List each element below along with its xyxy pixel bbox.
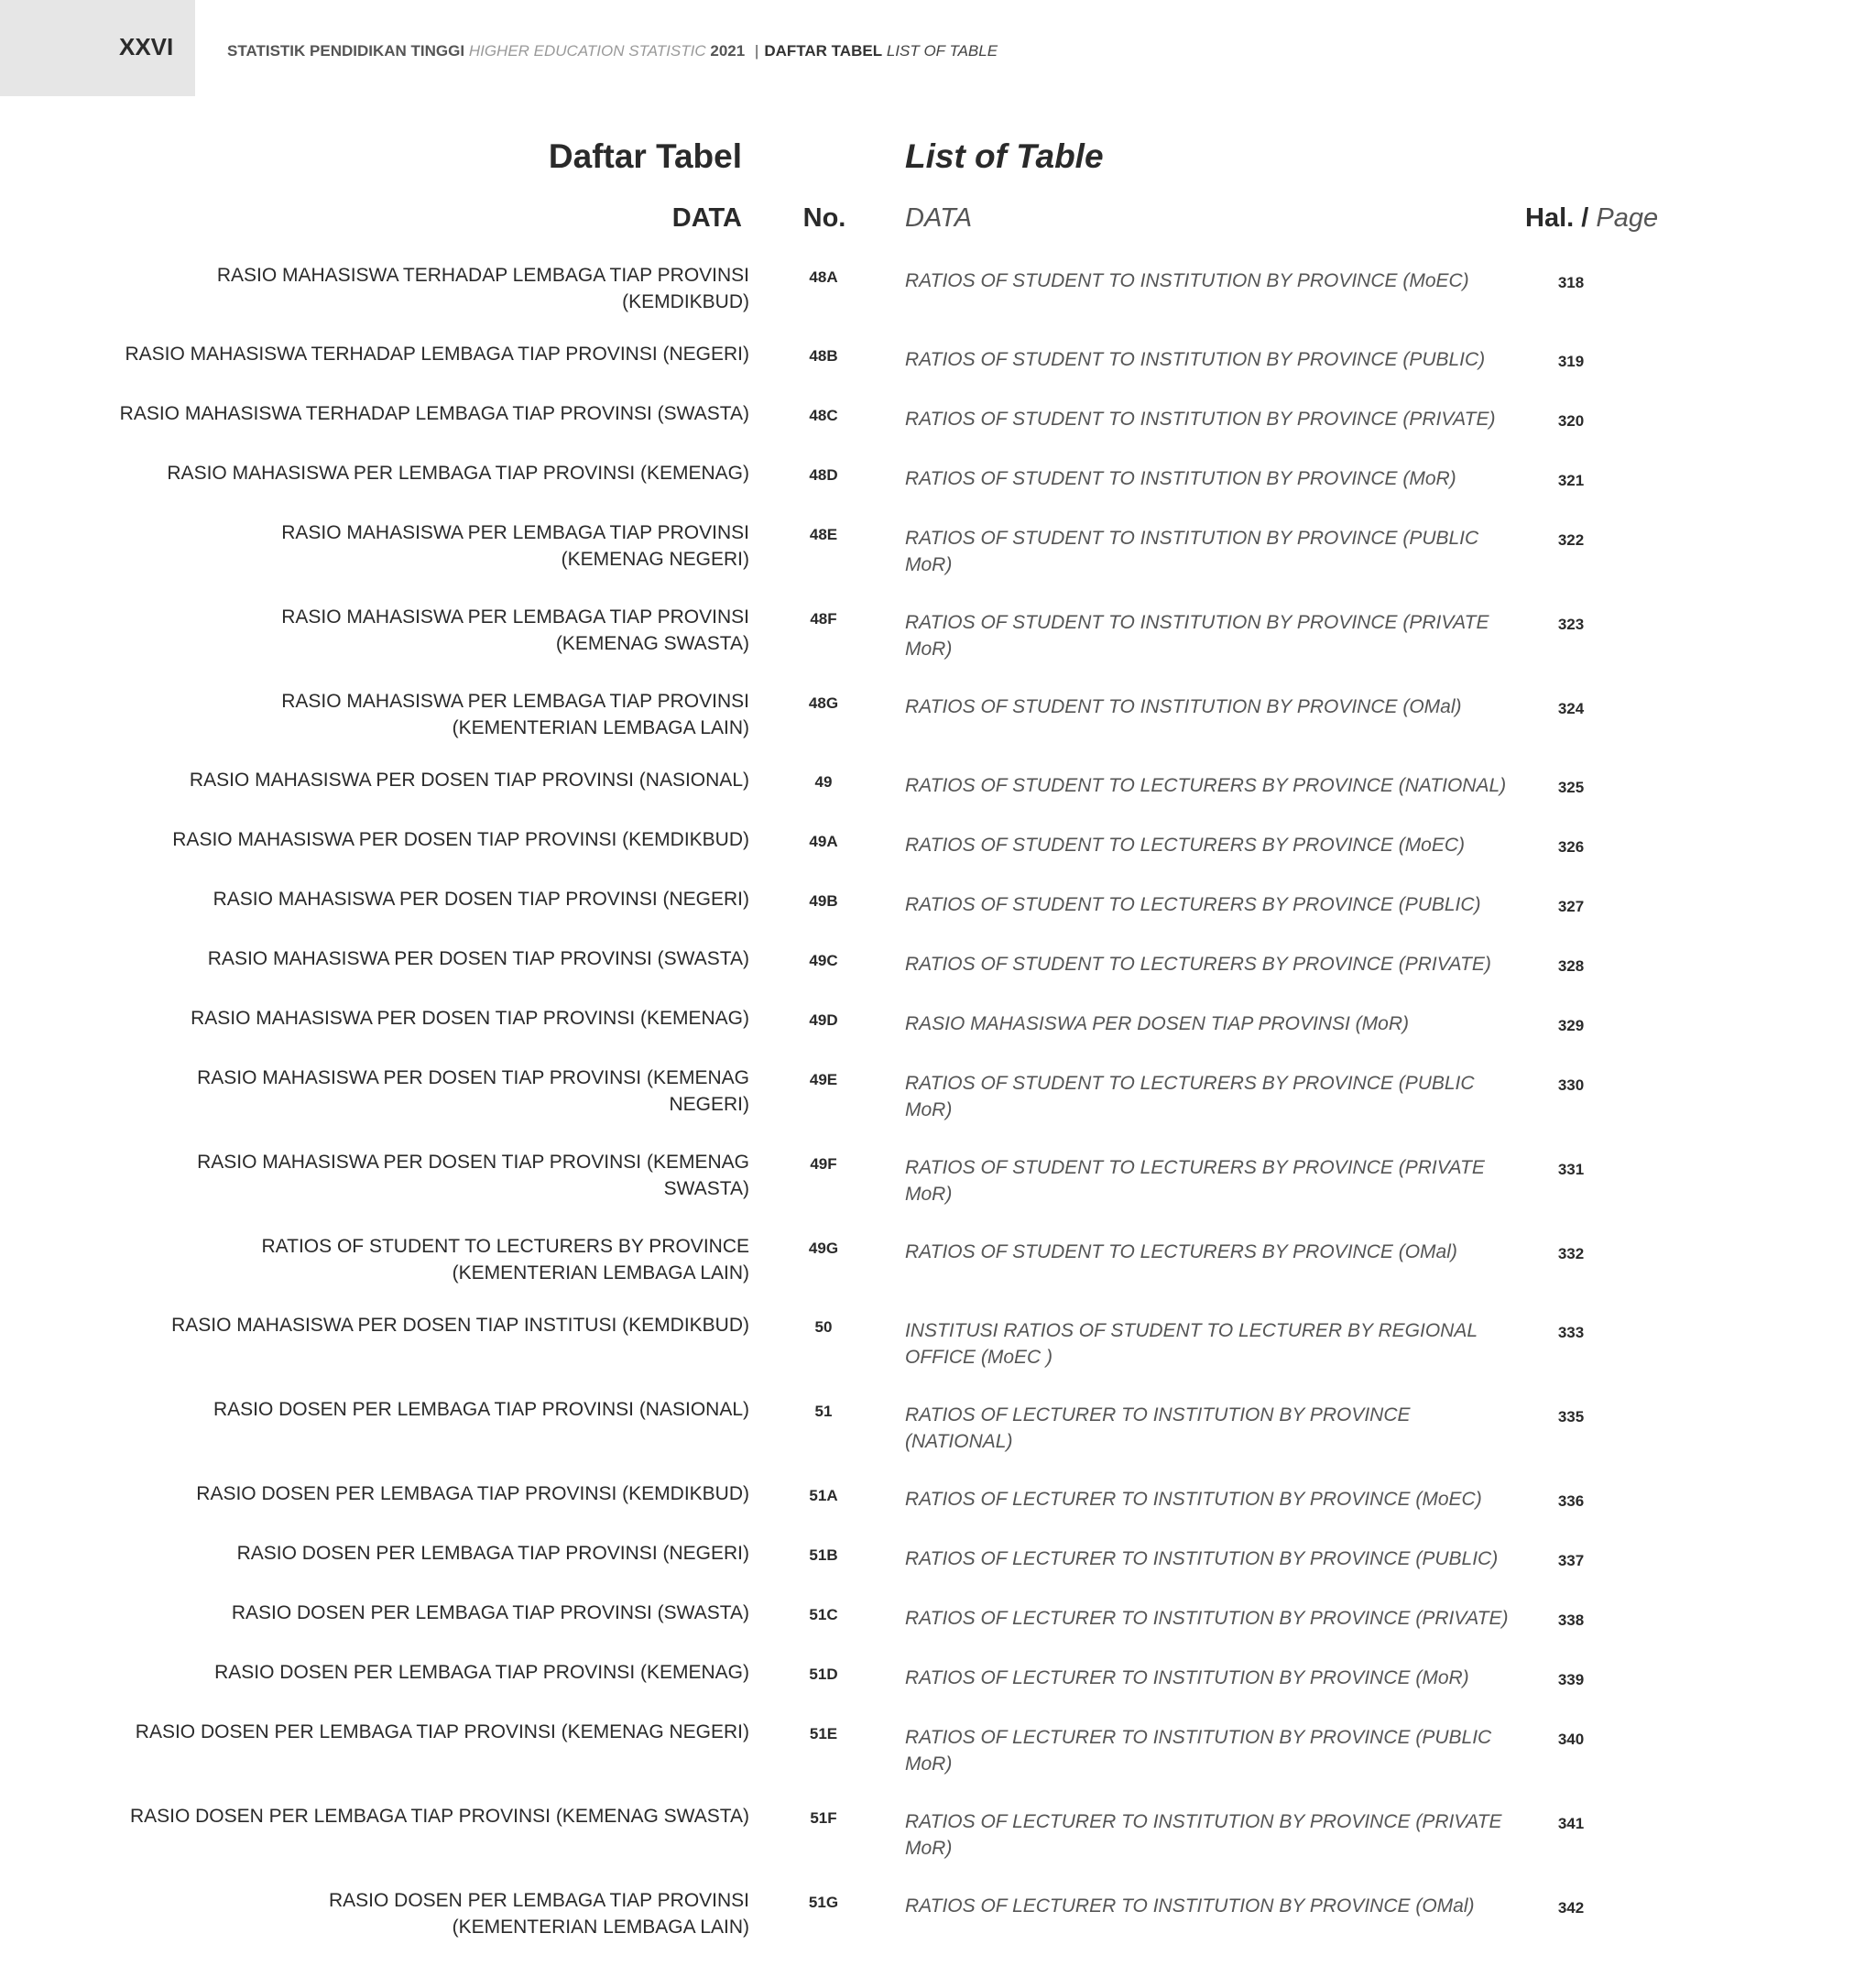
title-english: List of Table bbox=[905, 137, 1104, 175]
table-row bbox=[0, 767, 1876, 801]
table-row bbox=[0, 460, 1876, 494]
row-title-english: RATIOS OF LECTURER TO INSTITUTION BY PROVINCE (PUBLIC MoR) bbox=[905, 1727, 1492, 1775]
row-title-indonesian: RASIO DOSEN PER LEMBAGA TIAP PROVINSI (NASIONAL) bbox=[213, 1399, 749, 1420]
row-title-english: RATIOS OF STUDENT TO LECTURERS BY PROVINCE (PUBLIC) bbox=[905, 894, 1481, 915]
row-title-english: RATIOS OF LECTURER TO INSTITUTION BY PROVINCE (OMal) bbox=[905, 1895, 1475, 1917]
row-page-number: 324 bbox=[1557, 700, 1585, 717]
row-title-indonesian: RASIO MAHASISWA TERHADAP LEMBAGA TIAP PROVINSI (KEMDIKBUD) bbox=[216, 265, 749, 312]
row-title-indonesian: RASIO MAHASISWA PER DOSEN TIAP PROVINSI (KEMENAG) bbox=[191, 1008, 749, 1029]
row-page-number: 319 bbox=[1557, 353, 1585, 370]
row-title-indonesian: RASIO MAHASISWA PER DOSEN TIAP PROVINSI (NEGERI) bbox=[213, 889, 749, 910]
row-number: 51E bbox=[809, 1725, 838, 1742]
row-title-english: RATIOS OF STUDENT TO LECTURERS BY PROVINCE (PRIVATE) bbox=[905, 954, 1491, 975]
row-title-english: RATIOS OF STUDENT TO INSTITUTION BY PROVINCE (PRIVATE) bbox=[905, 409, 1496, 430]
row-page-number: 340 bbox=[1557, 1731, 1585, 1748]
row-page-number: 336 bbox=[1557, 1492, 1585, 1510]
title-indonesian: Daftar Tabel bbox=[548, 137, 742, 175]
row-page-number: 330 bbox=[1557, 1076, 1585, 1094]
row-number: 49D bbox=[809, 1011, 838, 1029]
row-page-number: 328 bbox=[1557, 957, 1585, 975]
table-row bbox=[0, 1887, 1876, 1940]
row-number: 49 bbox=[814, 773, 833, 791]
column-header-data-id: DATA bbox=[671, 203, 742, 233]
table-row bbox=[0, 688, 1876, 741]
row-number: 48B bbox=[809, 347, 838, 365]
table-row bbox=[0, 604, 1876, 662]
row-page-number: 326 bbox=[1557, 838, 1585, 856]
table-row bbox=[0, 1719, 1876, 1777]
row-number: 48C bbox=[809, 407, 838, 424]
column-header-data-en: DATA bbox=[905, 203, 973, 233]
row-number: 50 bbox=[814, 1318, 833, 1336]
table-row bbox=[0, 945, 1876, 979]
row-title-indonesian: RASIO MAHASISWA PER DOSEN TIAP PROVINSI (KEMENAG SWASTA) bbox=[197, 1152, 749, 1199]
page-number: XXVI bbox=[119, 33, 174, 60]
table-row bbox=[0, 886, 1876, 920]
row-title-english: RATIOS OF LECTURER TO INSTITUTION BY PROVINCE (PUBLIC) bbox=[905, 1548, 1499, 1569]
row-title-english: RATIOS OF STUDENT TO LECTURERS BY PROVINCE (OMal) bbox=[905, 1241, 1457, 1262]
row-number: 51 bbox=[814, 1403, 833, 1420]
column-header-no: No. bbox=[802, 203, 846, 233]
table-row bbox=[0, 1065, 1876, 1123]
row-title-english: RATIOS OF LECTURER TO INSTITUTION BY PROVINCE (PRIVATE MoR) bbox=[905, 1811, 1502, 1859]
row-number: 48E bbox=[809, 526, 838, 543]
row-title-english: RATIOS OF LECTURER TO INSTITUTION BY PROVINCE (MoEC) bbox=[905, 1489, 1482, 1510]
running-header-section-id: DAFTAR TABEL bbox=[764, 42, 883, 60]
row-title-indonesian: RASIO MAHASISWA PER DOSEN TIAP PROVINSI (KEMDIKBUD) bbox=[172, 829, 749, 850]
row-title-english: RATIOS OF LECTURER TO INSTITUTION BY PROVINCE (MoR) bbox=[905, 1667, 1469, 1688]
column-header-page-italic: Page bbox=[1596, 203, 1659, 233]
row-page-number: 338 bbox=[1557, 1611, 1585, 1629]
row-page-number: 318 bbox=[1557, 274, 1585, 291]
table-row bbox=[0, 1149, 1876, 1207]
row-title-indonesian: RASIO MAHASISWA PER DOSEN TIAP PROVINSI (SWASTA) bbox=[207, 948, 749, 969]
row-title-english: RASIO MAHASISWA PER DOSEN TIAP PROVINSI (MoR) bbox=[905, 1013, 1409, 1034]
row-number: 49A bbox=[809, 833, 838, 850]
row-number: 49F bbox=[810, 1155, 837, 1173]
table-row bbox=[0, 341, 1876, 375]
row-title-english: RATIOS OF STUDENT TO LECTURERS BY PROVINCE (NATIONAL) bbox=[905, 775, 1507, 796]
row-title-english: RATIOS OF STUDENT TO INSTITUTION BY PROVINCE (PRIVATE MoR) bbox=[905, 612, 1489, 660]
row-title-english: RATIOS OF STUDENT TO LECTURERS BY PROVINCE (MoEC) bbox=[905, 835, 1466, 856]
row-number: 51D bbox=[809, 1666, 838, 1683]
row-page-number: 329 bbox=[1557, 1017, 1585, 1034]
row-title-indonesian: RASIO MAHASISWA PER LEMBAGA TIAP PROVINSI (KEMENAG) bbox=[167, 463, 749, 484]
row-title-indonesian: RASIO DOSEN PER LEMBAGA TIAP PROVINSI (KEMDIKBUD) bbox=[196, 1483, 749, 1504]
running-header-year: 2021 bbox=[710, 42, 746, 60]
row-number: 49B bbox=[809, 892, 838, 910]
row-page-number: 331 bbox=[1557, 1161, 1585, 1178]
row-page-number: 325 bbox=[1557, 779, 1585, 796]
row-page-number: 333 bbox=[1557, 1324, 1585, 1341]
row-title-indonesian: RASIO MAHASISWA PER LEMBAGA TIAP PROVINSI (KEMENTERIAN LEMBAGA LAIN) bbox=[281, 691, 749, 738]
row-title-indonesian: RASIO MAHASISWA PER DOSEN TIAP PROVINSI (NASIONAL) bbox=[189, 770, 749, 791]
row-number: 51B bbox=[809, 1546, 838, 1564]
row-page-number: 341 bbox=[1557, 1815, 1585, 1832]
table-row bbox=[0, 1312, 1876, 1371]
row-page-number: 335 bbox=[1557, 1408, 1585, 1425]
row-page-number: 342 bbox=[1557, 1899, 1585, 1917]
table-row bbox=[0, 1233, 1876, 1286]
row-number: 48G bbox=[808, 694, 839, 712]
column-header-page bbox=[1525, 203, 1658, 234]
row-number: 48F bbox=[810, 610, 837, 628]
row-title-indonesian: RASIO DOSEN PER LEMBAGA TIAP PROVINSI (KEMENAG NEGERI) bbox=[135, 1721, 749, 1742]
row-page-number: 320 bbox=[1557, 412, 1585, 430]
running-header-separator: | bbox=[754, 42, 759, 60]
row-title-indonesian: RASIO MAHASISWA TERHADAP LEMBAGA TIAP PROVINSI (SWASTA) bbox=[119, 403, 749, 424]
table-row bbox=[0, 1803, 1876, 1862]
table-row bbox=[0, 1659, 1876, 1693]
row-title-indonesian: RASIO DOSEN PER LEMBAGA TIAP PROVINSI (SWASTA) bbox=[231, 1602, 749, 1623]
row-title-indonesian: RASIO MAHASISWA PER LEMBAGA TIAP PROVINSI (KEMENAG SWASTA) bbox=[281, 606, 749, 654]
row-title-english: RATIOS OF LECTURER TO INSTITUTION BY PROVINCE (NATIONAL) bbox=[905, 1404, 1411, 1452]
row-page-number: 337 bbox=[1557, 1552, 1585, 1569]
row-title-english: RATIOS OF LECTURER TO INSTITUTION BY PROVINCE (PRIVATE) bbox=[905, 1608, 1509, 1629]
row-title-indonesian: RASIO MAHASISWA TERHADAP LEMBAGA TIAP PROVINSI (NEGERI) bbox=[125, 344, 749, 365]
row-page-number: 332 bbox=[1557, 1245, 1585, 1262]
row-title-indonesian: RASIO MAHASISWA PER DOSEN TIAP PROVINSI (KEMENAG NEGERI) bbox=[197, 1067, 749, 1115]
table-row bbox=[0, 400, 1876, 434]
row-title-indonesian: RASIO MAHASISWA PER DOSEN TIAP INSTITUSI (KEMDIKBUD) bbox=[171, 1315, 749, 1336]
table-row bbox=[0, 1480, 1876, 1514]
row-page-number: 322 bbox=[1557, 531, 1585, 549]
row-title-english: RATIOS OF STUDENT TO INSTITUTION BY PROVINCE (OMal) bbox=[905, 696, 1462, 717]
row-page-number: 339 bbox=[1557, 1671, 1585, 1688]
row-number: 51A bbox=[809, 1487, 838, 1504]
row-number: 51F bbox=[810, 1809, 837, 1827]
row-number: 49C bbox=[809, 952, 838, 969]
running-header-title-en: HIGHER EDUCATION STATISTIC bbox=[468, 42, 706, 60]
table-of-contents-list bbox=[0, 262, 1876, 1966]
running-header bbox=[227, 42, 998, 60]
row-title-english: RATIOS OF STUDENT TO INSTITUTION BY PROVINCE (MoR) bbox=[905, 468, 1456, 489]
row-title-indonesian: RATIOS OF STUDENT TO LECTURERS BY PROVINCE (KEMENTERIAN LEMBAGA LAIN) bbox=[261, 1236, 749, 1283]
row-title-english: RATIOS OF STUDENT TO LECTURERS BY PROVINCE (PUBLIC MoR) bbox=[905, 1073, 1475, 1120]
row-title-indonesian: RASIO DOSEN PER LEMBAGA TIAP PROVINSI (KEMENAG) bbox=[214, 1662, 749, 1683]
row-number: 48A bbox=[809, 268, 838, 286]
row-title-english: RATIOS OF STUDENT TO LECTURERS BY PROVINCE (PRIVATE MoR) bbox=[905, 1157, 1485, 1205]
row-number: 51G bbox=[808, 1894, 839, 1911]
table-row bbox=[0, 1540, 1876, 1574]
running-header-title-id: STATISTIK PENDIDIKAN TINGGI bbox=[227, 42, 465, 60]
table-row bbox=[0, 1396, 1876, 1455]
column-header-page-bold: Hal. / bbox=[1525, 203, 1589, 233]
row-title-english: RATIOS OF STUDENT TO INSTITUTION BY PROVINCE (MoEC) bbox=[905, 270, 1469, 291]
running-header-section-en: LIST OF TABLE bbox=[886, 42, 998, 60]
row-page-number: 323 bbox=[1557, 616, 1585, 633]
row-page-number: 321 bbox=[1557, 472, 1585, 489]
row-title-indonesian: RASIO MAHASISWA PER LEMBAGA TIAP PROVINSI (KEMENAG NEGERI) bbox=[281, 522, 749, 570]
row-title-indonesian: RASIO DOSEN PER LEMBAGA TIAP PROVINSI (KEMENAG SWASTA) bbox=[129, 1806, 749, 1827]
table-row bbox=[0, 826, 1876, 860]
table-row bbox=[0, 1005, 1876, 1039]
row-number: 51C bbox=[809, 1606, 838, 1623]
row-title-indonesian: RASIO DOSEN PER LEMBAGA TIAP PROVINSI (KEMENTERIAN LEMBAGA LAIN) bbox=[328, 1890, 749, 1938]
row-page-number: 327 bbox=[1557, 898, 1585, 915]
table-row bbox=[0, 1600, 1876, 1633]
row-title-english: RATIOS OF STUDENT TO INSTITUTION BY PROVINCE (PUBLIC MoR) bbox=[905, 528, 1479, 575]
table-row bbox=[0, 262, 1876, 315]
row-title-english: INSTITUSI RATIOS OF STUDENT TO LECTURER BY REGIONAL OFFICE (MoEC ) bbox=[905, 1320, 1478, 1368]
row-title-english: RATIOS OF STUDENT TO INSTITUTION BY PROVINCE (PUBLIC) bbox=[905, 349, 1486, 370]
table-row bbox=[0, 519, 1876, 578]
row-title-indonesian: RASIO DOSEN PER LEMBAGA TIAP PROVINSI (NEGERI) bbox=[236, 1543, 749, 1564]
row-number: 49G bbox=[808, 1240, 839, 1257]
row-number: 49E bbox=[809, 1071, 838, 1088]
row-number: 48D bbox=[809, 466, 838, 484]
